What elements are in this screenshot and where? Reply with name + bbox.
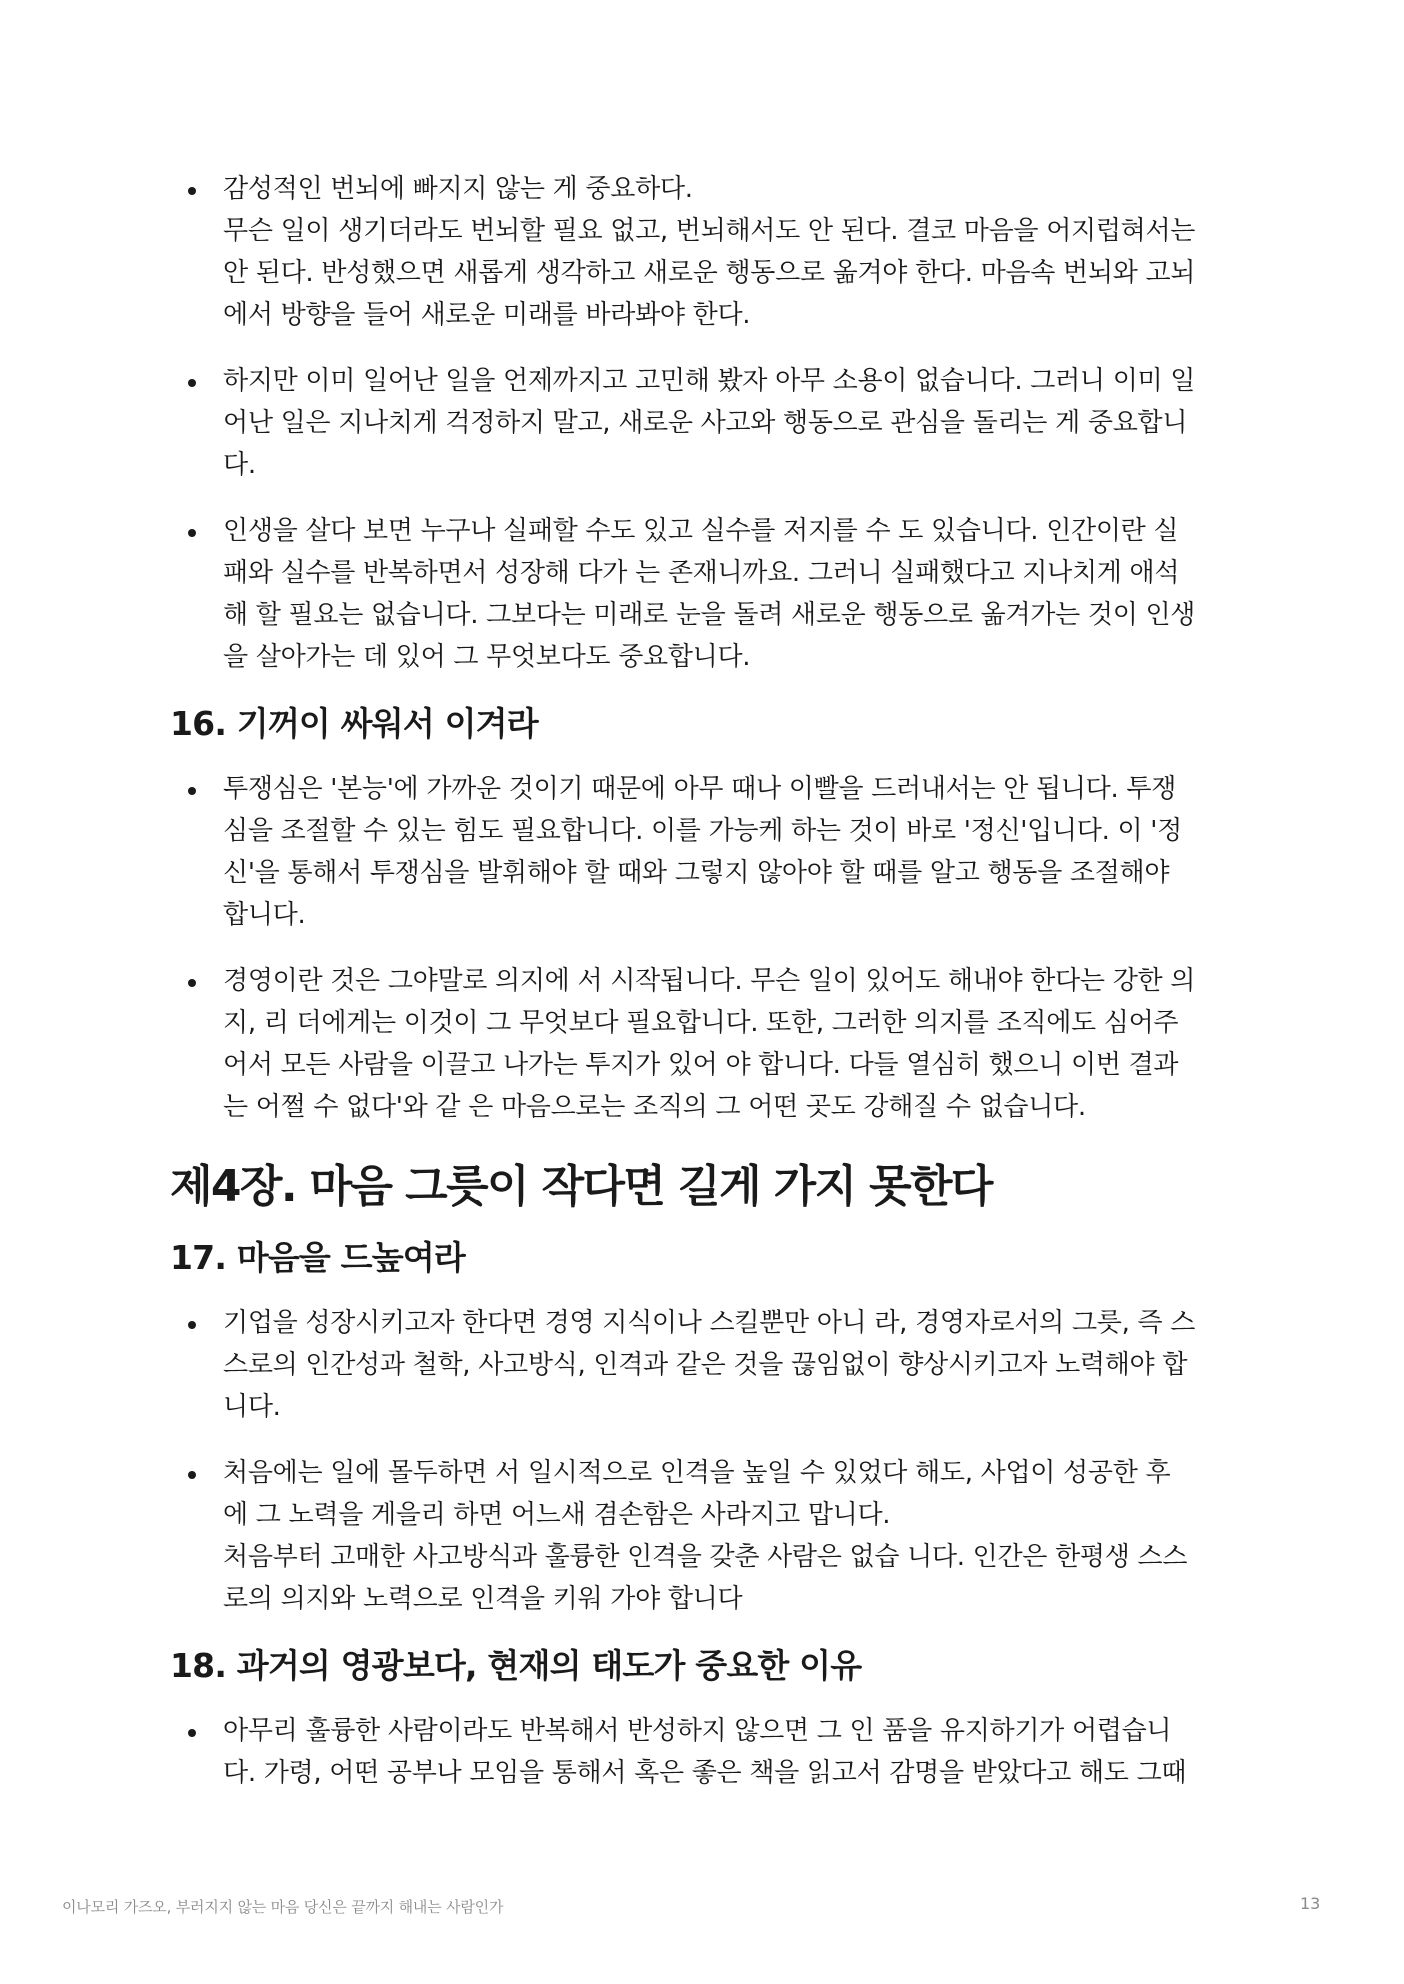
text-line: 에서 방향을 들어 새로운 미래를 바라봐야 한다. — [223, 300, 751, 330]
page-number: 13 — [1300, 1894, 1321, 1913]
list-item — [170, 360, 1240, 486]
text-line: 무슨 일이 생기더라도 번뇌할 필요 없고, 번뇌해서도 안 된다. 결코 마음을 어지럽혀서는 — [223, 216, 1196, 246]
text-line: 지, 리 더에게는 이것이 그 무엇보다 필요합니다. 또한, 그러한 의지를 조직에도 심어주 — [223, 1008, 1179, 1038]
list-item — [170, 960, 1240, 1128]
section-18-bullet-list — [170, 1710, 1240, 1794]
text-line: 어난 일은 지나치게 걱정하지 말고, 새로운 사고와 행동으로 관심을 돌리는 게 중요합니 — [223, 408, 1188, 438]
text-line: 심을 조절할 수 있는 힘도 필요합니다. 이를 가능케 하는 것이 바로 '정신'입니다. 이 '정 — [223, 816, 1182, 846]
section-17-heading: 17. 마음을 드높여라 — [170, 1238, 465, 1277]
text-line: 신'을 통해서 투쟁심을 발휘해야 할 때와 그렇지 않아야 할 때를 알고 행동을 조절해야 — [223, 858, 1170, 888]
chapter-4-heading: 제4장. 마음 그릇이 작다면 길게 가지 못한다 — [170, 1161, 992, 1212]
text-line: 처음에는 일에 몰두하면 서 일시적으로 인격을 높일 수 있었다 해도, 사업이 성공한 후 — [223, 1458, 1171, 1488]
intro-bullet-list — [170, 168, 1240, 678]
list-item — [170, 510, 1240, 678]
text-line: 감성적인 번뇌에 빠지지 않는 게 중요하다. — [223, 174, 693, 204]
section-16-heading: 16. 기꺼이 싸워서 이겨라 — [170, 704, 538, 743]
text-line: 처음부터 고매한 사고방식과 훌륭한 인격을 갖춘 사람은 없습 니다. 인간은 한평생 스스 — [223, 1542, 1188, 1572]
list-item — [170, 1302, 1240, 1428]
text-line: 안 된다. 반성했으면 새롭게 생각하고 새로운 행동으로 옮겨야 한다. 마음속 번뇌와 고뇌 — [223, 258, 1196, 288]
text-line: 인생을 살다 보면 누구나 실패할 수도 있고 실수를 저지를 수 도 있습니다. 인간이란 실 — [223, 516, 1179, 546]
text-line: 합니다. — [223, 900, 306, 930]
list-item — [170, 168, 1240, 336]
section-18-heading: 18. 과거의 영광보다, 현재의 태도가 중요한 이유 — [170, 1646, 862, 1685]
page-content — [170, 168, 1240, 1818]
list-item — [170, 1452, 1240, 1620]
text-line: 니다. — [223, 1392, 281, 1422]
text-line: 에 그 노력을 게을리 하면 어느새 겸손함은 사라지고 맙니다. — [223, 1500, 891, 1530]
section-17-bullet-list — [170, 1302, 1240, 1620]
text-line: 다. — [223, 450, 256, 480]
text-line: 는 어쩔 수 없다'와 같 은 마음으로는 조직의 그 어떤 곳도 강해질 수 없습니다. — [223, 1092, 1086, 1122]
list-item — [170, 768, 1240, 936]
footer-book-title: 이나모리 가즈오, 부러지지 않는 마음 당신은 끝까지 해내는 사람인가 — [62, 1898, 504, 1916]
text-line: 아무리 훌륭한 사람이라도 반복해서 반성하지 않으면 그 인 품을 유지하기가 어렵습니 — [223, 1716, 1172, 1746]
text-line: 어서 모든 사람을 이끌고 나가는 투지가 있어 야 합니다. 다들 열심히 했으니 이번 결과 — [223, 1050, 1179, 1080]
text-line: 기업을 성장시키고자 한다면 경영 지식이나 스킬뿐만 아니 라, 경영자로서의 그릇, 즉 스 — [223, 1308, 1196, 1338]
text-line: 다. 가령, 어떤 공부나 모임을 통해서 혹은 좋은 책을 읽고서 감명을 받았다고 해도 그때 — [223, 1758, 1187, 1788]
text-line: 로의 의지와 노력으로 인격을 키워 가야 합니다 — [223, 1584, 743, 1614]
text-line: 해 할 필요는 없습니다. 그보다는 미래로 눈을 돌려 새로운 행동으로 옮겨가는 것이 인생 — [223, 600, 1196, 630]
text-line: 경영이란 것은 그야말로 의지에 서 시작됩니다. 무슨 일이 있어도 해내야 한다는 강한 의 — [223, 966, 1196, 996]
text-line: 스로의 인간성과 철학, 사고방식, 인격과 같은 것을 끊임없이 향상시키고자 노력해야 합 — [223, 1350, 1188, 1380]
text-line: 하지만 이미 일어난 일을 언제까지고 고민해 봤자 아무 소용이 없습니다. 그러니 이미 일 — [223, 366, 1196, 396]
section-16-bullet-list — [170, 768, 1240, 1128]
list-item — [170, 1710, 1240, 1794]
text-line: 을 살아가는 데 있어 그 무엇보다도 중요합니다. — [223, 642, 751, 672]
text-line: 투쟁심은 '본능'에 가까운 것이기 때문에 아무 때나 이빨을 드러내서는 안 됩니다. 투쟁 — [223, 774, 1177, 804]
text-line: 패와 실수를 반복하면서 성장해 다가 는 존재니까요. 그러니 실패했다고 지나치게 애석 — [223, 558, 1180, 588]
